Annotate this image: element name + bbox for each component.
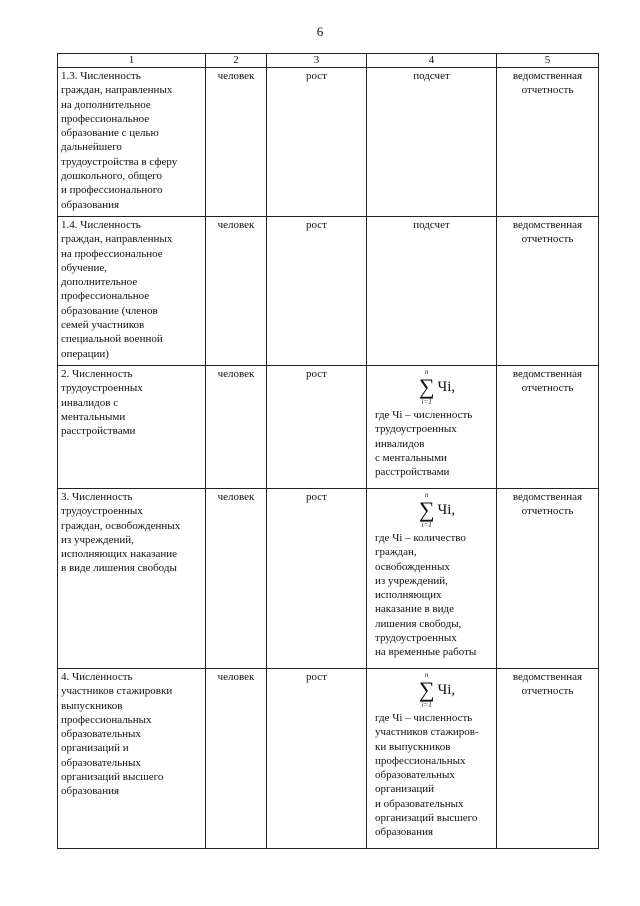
- sigma-symbol: ∑: [418, 497, 435, 522]
- source-cell: ведомственная отчетность: [497, 669, 599, 849]
- sum-term: Чi,: [437, 681, 456, 698]
- unit-cell: человек: [206, 669, 267, 849]
- unit-cell: человек: [206, 217, 267, 366]
- indicators-table: [57, 53, 599, 849]
- indicator-name: 2. Численность трудоустроенных инвалидов с ментальными расстройствами: [58, 366, 206, 489]
- unit-cell: человек: [206, 366, 267, 489]
- sigma-block: [419, 671, 435, 709]
- sigma-block: [419, 491, 435, 529]
- sum-formula: [375, 368, 493, 406]
- trend-cell: рост: [267, 669, 367, 849]
- sigma-block: [419, 368, 435, 406]
- table-row: [58, 669, 599, 849]
- sigma-symbol: ∑: [418, 677, 435, 702]
- method-cell: подсчет: [367, 217, 497, 366]
- method-cell: [367, 489, 497, 669]
- header-cell-3: 3: [267, 54, 367, 68]
- unit-cell: человек: [206, 68, 267, 217]
- source-cell: ведомственная отчетность: [497, 489, 599, 669]
- trend-cell: рост: [267, 489, 367, 669]
- method-cell: [367, 366, 497, 489]
- trend-cell: рост: [267, 217, 367, 366]
- sum-term: Чi,: [437, 378, 456, 395]
- sum-formula: [375, 491, 493, 529]
- sum-formula: [375, 671, 493, 709]
- sum-lower-limit: i=1: [421, 701, 432, 709]
- header-cell-5: 5: [497, 54, 599, 68]
- table-header-row: [58, 54, 599, 68]
- trend-cell: рост: [267, 68, 367, 217]
- sum-lower-limit: i=1: [421, 521, 432, 529]
- header-cell-4: 4: [367, 54, 497, 68]
- page-number: 6: [316, 24, 324, 39]
- sum-upper-limit: n: [424, 368, 429, 376]
- source-cell: ведомственная отчетность: [497, 217, 599, 366]
- formula-explanation: где Чi – численность участников стажиров- ки выпускников профессиональных образовательных организаций и образовательных организаций высшего образования: [375, 712, 479, 839]
- table-row: [58, 489, 599, 669]
- trend-cell: рост: [267, 366, 367, 489]
- method-cell: подсчет: [367, 68, 497, 217]
- sum-lower-limit: i=1: [421, 398, 432, 406]
- method-cell: [367, 669, 497, 849]
- header-cell-2: 2: [206, 54, 267, 68]
- unit-cell: человек: [206, 489, 267, 669]
- sigma-symbol: ∑: [418, 374, 435, 399]
- source-cell: ведомственная отчетность: [497, 366, 599, 489]
- sum-term: Чi,: [437, 501, 456, 518]
- indicator-name: 3. Численность трудоустроенных граждан, освобожденных из учреждений, исполняющих наказание в виде лишения свободы: [58, 489, 206, 669]
- sum-upper-limit: n: [424, 671, 429, 679]
- table-row: [58, 366, 599, 489]
- source-cell: ведомственная отчетность: [497, 68, 599, 217]
- table-row: [58, 217, 599, 366]
- header-cell-1: 1: [58, 54, 206, 68]
- indicator-name: 1.3. Численность граждан, направленных на дополнительное профессиональное образование с целью дальнейшего трудоустройства в сферу дошкольного, общего и профессионального образования: [58, 68, 206, 217]
- indicator-name: 1.4. Численность граждан, направленных на профессиональное обучение, дополнительное профессиональное образование (членов семей участников специальной военной операции): [58, 217, 206, 366]
- table-row: [58, 68, 599, 217]
- formula-explanation: где Чi – численность трудоустроенных инвалидов с ментальными расстройствами: [375, 409, 473, 479]
- formula-explanation: где Чi – количество граждан, освобожденных из учреждений, исполняющих наказание в виде лишения свободы, трудоустроенных на временные работы: [375, 532, 477, 659]
- sum-upper-limit: n: [424, 491, 429, 499]
- indicator-name: 4. Численность участников стажировки выпускников профессиональных образовательных организаций и образовательных организаций высшего образования: [58, 669, 206, 849]
